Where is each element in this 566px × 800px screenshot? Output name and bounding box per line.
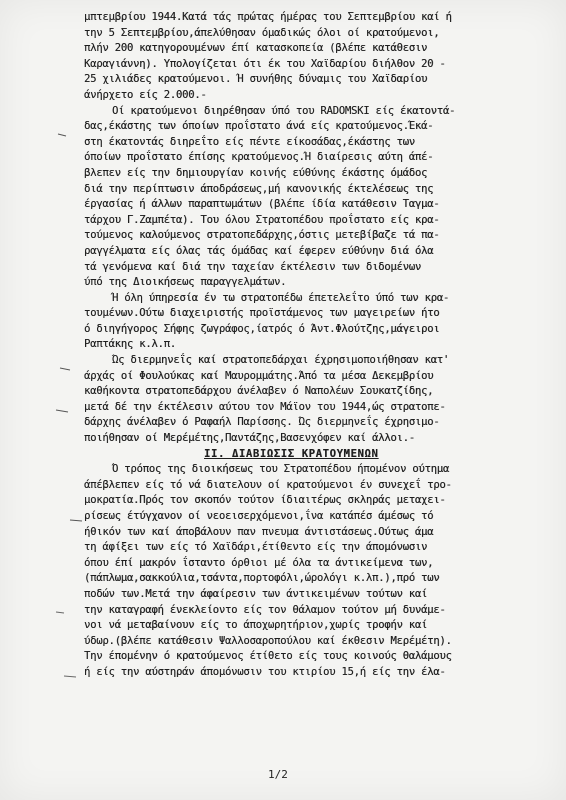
margin-dash-mark bbox=[70, 520, 82, 521]
text-line: άνήρχετο είς 2.000.- bbox=[84, 88, 207, 101]
text-line: βλεπεν είς την δημιουργίαν κοινής εύθύνης έκάστης όμάδος bbox=[84, 166, 428, 179]
margin-dash-mark bbox=[56, 410, 68, 412]
text-line: τη άφίξει των είς τό Χαϊδάρι,έτίθεντο είς την άπομόνωσιν bbox=[84, 541, 428, 554]
text-line: μοκρατία.Πρός τον σκοπόν τούτον ίδιαιτέρως σκληράς μεταχει- bbox=[84, 494, 446, 507]
text-line: Οί κρατούμενοι διηρέθησαν ύπό του RADOMSKI είς έκατοντά- bbox=[112, 104, 456, 117]
text-line: δας,έκάστης των όποίων προΐστατο άνά είς κρατούμενος.Έκά- bbox=[84, 120, 434, 133]
text-line: 25 χιλιάδες κρατούμενοι. Ή συνήθης δύναμις του Χαϊδαρίου bbox=[84, 73, 428, 86]
text-line: καθήκοντα στρατοπεδάρχου άνέλαβεν ό Ναπολέων Σουκατζίδης, bbox=[84, 385, 434, 398]
text-line: στη έκατοντάς διηρεΐτο είς πέντε είκοσάδας,έκάστης των bbox=[84, 135, 415, 148]
text-line: Καραγιάννη). Υπολογίζεται ότι έκ του Χαϊδαρίου διήλθον 20 - bbox=[84, 57, 446, 70]
text-line: ρίσεως έτύγχανον οί νεοεισερχόμενοι,ΐνα κατάπέσ άμέσως τό bbox=[84, 510, 434, 522]
text-line: πλήν 200 κατηγορουμένων έπί κατασκοπεία (βλέπε κατάθεσιν bbox=[84, 42, 428, 55]
text-line: ποιήθησαν οί Μερέμέτης,Παντάζης,Βασενχόφεν καί άλλοι.- bbox=[84, 432, 415, 445]
margin-dash-mark bbox=[64, 676, 76, 677]
text-line: έργασίας ή άλλων παραπτωμάτων (βλέπε ίδία κατάθεσιν Ταγμα- bbox=[84, 198, 440, 211]
text-line: τουμένων.Ούτω διαχειριστής προϊστάμενος των μαγειρείων ήτο bbox=[84, 307, 440, 320]
text-line: δάρχης άνέλαβεν ό Ραφαήλ Παρίσσης. Ώς διερμηνεΐς έχρησιμο- bbox=[84, 416, 440, 429]
text-line: τούμενος καλούμενος στρατοπεδάρχης,όστις μετεβίβαζε τά πα- bbox=[84, 229, 440, 242]
text-line: την καταγραφή ένεκλείοντο είς τον θάλαμον τούτον μή δυνάμε- bbox=[84, 603, 446, 616]
margin-dash-mark bbox=[60, 368, 70, 370]
text-line: Ώς διερμηνεΐς καί στρατοπεδάρχαι έχρησιμοποιήθησαν κατ' bbox=[112, 354, 450, 367]
page-number: 1/2 bbox=[268, 768, 288, 781]
text-line: ήθικόν των καί άποβάλουν παν πνευμα άντιστάσεως.Ούτως άμα bbox=[84, 525, 434, 538]
text-line: διά την περίπτωσιν άποδράσεως,μή κανονικής έκτελέσεως της bbox=[84, 182, 434, 195]
typed-text-block bbox=[84, 10, 532, 681]
text-line: Ραπτάκης κ.λ.π. bbox=[84, 338, 176, 351]
text-line: ύπό της Διοικήσεως παραγγελμάτων. bbox=[84, 276, 287, 289]
text-line: (πάπλωμα,σακκούλια,τσάντα,πορτοφόλι,ώρολόγι κ.λπ.),πρό των bbox=[84, 572, 440, 585]
section-heading: ΙΙ. ΔΙΑΒΙΩΣΙΣ ΚΡΑΤΟΥΜΕΝΩΝ bbox=[204, 447, 379, 460]
text-line: ύδωρ.(βλέπε κατάθεσιν Ψαλλοσαροπούλου καί έκθεσιν Μερέμέτη). bbox=[84, 634, 452, 647]
text-line: άρχάς οί Φουλούκας καί Μαυρομμάτης.Άπό τα μέσα Δεκεμβρίου bbox=[84, 369, 434, 382]
text-line: Ή όλη ύπηρεσία έν τω στρατοπέδω έπετελεΐτο ύπό των κρα- bbox=[112, 291, 450, 304]
margin-dash-mark bbox=[56, 612, 64, 613]
text-line: την 5 Σεπτεμβρίου,άπελύθησαν όμαδικώς όλοι οί κρατούμενοι, bbox=[84, 26, 440, 39]
text-line: Ό τρόπος της διοικήσεως του Στρατοπέδου ήπομένον ούτημα bbox=[112, 463, 450, 476]
text-line: μπτεμβρίου 1944.Κατά τάς πρώτας ήμέρας του Σεπτεμβρίου καί ή bbox=[84, 11, 452, 23]
text-line: όπου έπί μακρόν ΐσταντο όρθιοι μέ όλα τα άντικείμενα των, bbox=[84, 556, 434, 569]
text-line: μετά δέ την έκτέλεσιν αύτου τον Μάϊον του 1944,ώς στρατοπε- bbox=[84, 400, 446, 413]
text-line: τάρχου Γ.Ζαμπέτα). Του όλου Στρατοπέδου προΐστατο είς κρα- bbox=[84, 213, 440, 226]
text-line: τά γενόμενα καί διά την ταχείαν έκτέλεσιν των διδομένων bbox=[84, 260, 422, 273]
text-line: άπέβλεπεν είς τό νά διατελουν οί κρατούμενοι έν συνεχεΐ τρο- bbox=[84, 478, 452, 491]
text-line: νοι νά μεταβαίνουν είς το άποχωρητήριον,χωρίς τροφήν καί bbox=[84, 619, 428, 632]
text-line: ραγγέλματα είς όλας τάς όμάδας καί έφερεν εύθύνην διά όλα bbox=[84, 244, 434, 257]
text-line: όποίων προΐστατο έπίσης κρατούμενος.Ή διαίρεσις αύτη άπέ- bbox=[84, 151, 434, 164]
text-line: ή είς την αύστηράν άπομόνωσιν του κτιρίου 15,ή είς την έλα- bbox=[84, 665, 446, 678]
text-line: ποδών των.Μετά την άφαίρεσιν των άντικειμένων τούτων καί bbox=[84, 587, 428, 600]
text-line: Την έπομένην ό κρατούμενος έτίθετο είς τους κοινούς θαλάμους bbox=[84, 650, 452, 663]
margin-annotations bbox=[0, 0, 90, 800]
text-line: ό διηγήγορος Σήφης ζωγράφος,ίατρός ό Άντ.Φλούτζης,μάγειροι bbox=[84, 322, 440, 335]
margin-dash-mark bbox=[58, 134, 66, 136]
